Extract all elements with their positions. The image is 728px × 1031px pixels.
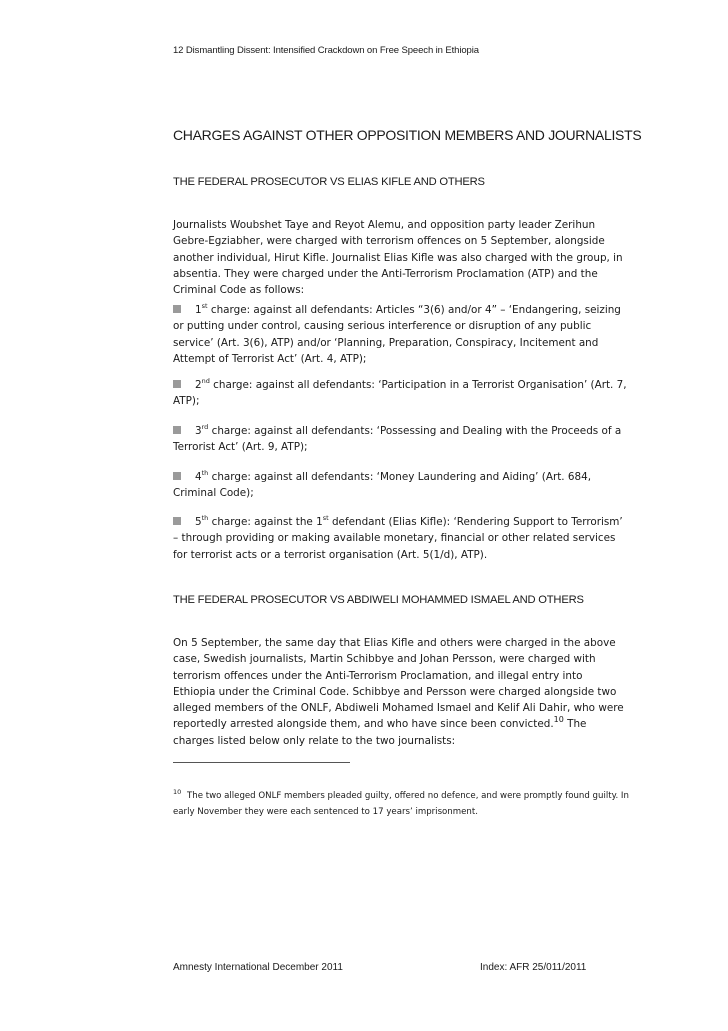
square-bullet-icon — [173, 517, 181, 525]
footer-index: Index: AFR 25/011/2011 — [480, 962, 587, 973]
charge-3 — [173, 423, 628, 456]
square-bullet-icon — [173, 426, 181, 434]
charge-text: charge: against all defendants: ‘Possessing and Dealing with the Proceeds of a Terrorist Act’ (Art. 9, ATP); — [173, 425, 622, 454]
ordinal-suffix: th — [201, 469, 209, 477]
charge-text: defendant (Elias Kifle): ‘Rendering Support to Terrorism’ – through providing or making available monetary, financial or other related services for terrorist acts or a terrorist organisation (Art. 5(1/d), ATP). — [173, 516, 623, 561]
charge-text: charge: against all defendants: Articles “3(6) and/or 4” – ‘Endangering, seizing or putting under control, causing serious interference or disruption of any public service’ (Art. 3(6), ATP) and/or ‘Planning, Preparation, Conspiracy, Incitement and Attempt of Terrorist Act’ (Art. 4, ATP); — [173, 304, 621, 365]
section1-intro-paragraph: Journalists Woubshet Taye and Reyot Alemu, and opposition party leader Zerihun Gebre-Egziabher, were charged with terrorism offences on 5 September, alongside another individual, Hirut Kifle. Journalist Elias Kifle was also charged with the group, in absentia. They were charged under the Anti-Terrorism Proclamation (ATP) and the Criminal Code as follows: — [173, 219, 623, 297]
ordinal-suffix: nd — [201, 377, 210, 385]
footnote-text: The two alleged ONLF members pleaded guilty, offered no defence, and were promptly found guilty. In early November they were each sentenced to 17 years’ imprisonment. — [173, 791, 629, 817]
section2-text-continued: The charges listed below only relate to the two journalists: — [173, 718, 587, 747]
section2-paragraph — [173, 635, 628, 749]
charge-number: 3 — [195, 425, 202, 437]
section2-text: On 5 September, the same day that Elias Kifle and others were charged in the above case, Swedish journalists, Martin Schibbye and Johan Persson, were charged with terrorism offences under the Anti-Terrorism Proclamation, and illegal entry into Ethiopia under the Criminal Code. Schibbye and Persson were charged alongside two alleged members of the ONLF, Abdiweli Mohamed Ismael and Kelif Ali Dahir, who were reportedly arrested alongside them, and who have since been convicted. — [173, 637, 624, 731]
ordinal-suffix: st — [322, 514, 329, 522]
charge-number: 1 — [195, 304, 202, 316]
footnote-divider — [173, 762, 350, 763]
main-heading: CHARGES AGAINST OTHER OPPOSITION MEMBERS AND JOURNALISTS — [173, 127, 642, 143]
charge-number: 2 — [195, 379, 202, 391]
charge-2 — [173, 377, 628, 410]
footnote-number: 10 — [173, 788, 182, 796]
charge-4 — [173, 469, 628, 502]
charge-1 — [173, 302, 628, 367]
charge-text: charge: against all defendants: ‘Money Laundering and Aiding’ (Art. 684, Criminal Code); — [173, 471, 592, 500]
ordinal-suffix: st — [201, 302, 208, 310]
square-bullet-icon — [173, 305, 181, 313]
square-bullet-icon — [173, 472, 181, 480]
charge-number: 4 — [195, 471, 202, 483]
square-bullet-icon — [173, 380, 181, 388]
charge-text: charge: against all defendants: ‘Participation in a Terrorist Organisation’ (Art. 7, ATP); — [173, 379, 627, 408]
charge-5 — [173, 514, 628, 563]
footer-publisher-date: Amnesty International December 2011 — [173, 962, 343, 973]
section1-intro — [173, 217, 628, 298]
ordinal-suffix: rd — [201, 423, 209, 431]
charge-number: 5 — [195, 516, 202, 528]
charge-text-lead: charge: against the 1 — [208, 516, 323, 528]
section-heading-abdiweli: THE FEDERAL PROSECUTOR VS ABDIWELI MOHAMMED ISMAEL AND OTHERS — [173, 594, 584, 606]
footnote — [173, 789, 643, 820]
ordinal-suffix: th — [201, 514, 209, 522]
running-header: 12 Dismantling Dissent: Intensified Crackdown on Free Speech in Ethiopia — [173, 45, 479, 56]
section-heading-elias-kifle: THE FEDERAL PROSECUTOR VS ELIAS KIFLE AND OTHERS — [173, 176, 485, 188]
footnote-reference[interactable]: 10 — [553, 715, 564, 725]
